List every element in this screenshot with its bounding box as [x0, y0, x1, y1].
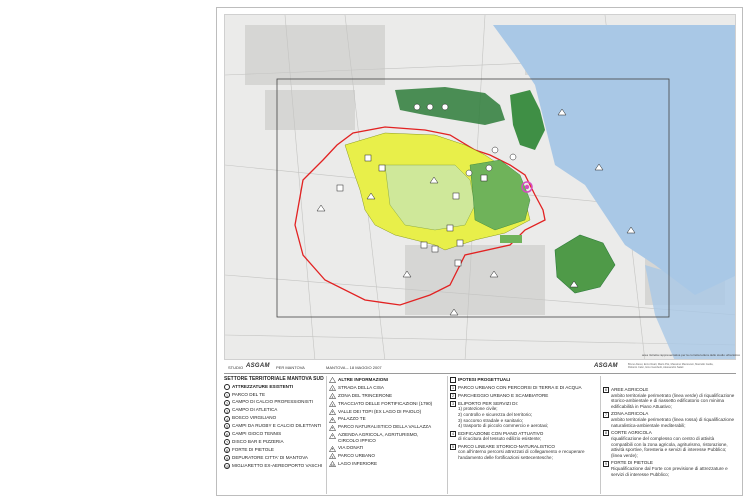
legend-item-text [458, 431, 543, 442]
legend-item [329, 409, 445, 415]
legend-item-label: AZIENDA AGRICOLA, AGRITURISMO, CIRCOLO IPPICO [338, 432, 419, 443]
numbered-square-icon: 1 [452, 386, 454, 391]
legend-item-label: PARCO NATURALISTICO DELLA VALLAZZA [338, 424, 432, 430]
square-icon [450, 377, 456, 383]
legend-item-label: VIA DONATI [338, 445, 364, 451]
legend-project-hypotheses [450, 377, 598, 462]
legend-item-label: TRACCIATO DELLE FORTIFICAZIONI (1790) [338, 400, 433, 406]
numbered-square-icon: 6 [605, 388, 607, 393]
numbered-square-icon: 9 [605, 461, 607, 466]
numbered-triangle-icon [329, 461, 336, 467]
legend-item-label: ZONA DEL TRINCERONE [338, 392, 393, 398]
legend-item [329, 401, 445, 407]
legend-item [603, 411, 738, 428]
studio-logo-2: ASGAM [594, 363, 618, 369]
numbered-square-icon: 3 [452, 401, 454, 406]
legend-item-text [611, 460, 728, 477]
date-label: MANTOVA – 18 MAGGIO 2007 [326, 365, 382, 370]
numbered-triangle-icon [329, 446, 336, 452]
legend-divider [326, 376, 327, 494]
legend-item-text [611, 411, 734, 428]
legend-item-text [338, 401, 432, 407]
legend-title: IPOTESI PROGETTUALI [458, 377, 511, 382]
legend-item [224, 392, 324, 398]
numbered-square-icon: 2 [452, 394, 454, 399]
legend-item-text [232, 399, 313, 405]
legend-item [224, 431, 324, 437]
legend-item-text [232, 439, 284, 445]
legend-item-text [232, 455, 308, 461]
numbered-circle-icon: 1 [226, 393, 228, 398]
map-svg[interactable] [225, 15, 736, 360]
numbered-square-icon: 5 [452, 445, 454, 450]
legend-item [329, 416, 445, 422]
legend-header-row [224, 384, 324, 390]
legend-item-label: DEPURATORE CITTA' DI MANTOVA [232, 454, 308, 460]
triangle-number: 7 [331, 434, 334, 439]
legend-item-text [232, 447, 274, 453]
legend-item-label: FORTE DI PIETOLE [611, 460, 653, 466]
legend-item-label: MIGLIARETTO EX-AEREOPORTO VASCHI [232, 462, 323, 468]
legend-item-text [458, 444, 585, 461]
legend-item [329, 453, 445, 459]
legend-header-row [329, 377, 445, 383]
legend-item [224, 447, 324, 453]
legend-item-label: DISCO BAR E PIZZERIA [232, 438, 284, 444]
title-strip [224, 362, 736, 374]
triangle-icon [329, 377, 336, 383]
numbered-triangle-icon [329, 401, 336, 407]
numbered-triangle-icon [329, 453, 336, 459]
studio-label: STUDIO [228, 365, 244, 370]
legend-item [603, 460, 738, 477]
numbered-circle-icon: 3 [226, 409, 228, 414]
legend-item-text [338, 461, 377, 467]
map-view[interactable] [224, 14, 736, 360]
legend-other-info [329, 377, 445, 469]
legend-divider [600, 376, 601, 494]
legend-item-label: PARCO URBANO CON PERCORSI DI TERRA E DI ACQUA [458, 384, 582, 390]
legend-item-text [338, 385, 384, 391]
legend-item-text [338, 393, 392, 399]
legend-item-description: ambito territoriale perimetrato (linea rossa) di riqualificazione naturalistica-ambientale mediterabili; [611, 417, 735, 428]
legend-item [329, 385, 445, 391]
numbered-triangle-icon [329, 385, 336, 391]
numbered-circle-icon: 2 [226, 401, 228, 406]
legend-item-label: FORTE DI PIETOLE [232, 446, 274, 452]
for-label: PER MANTOVA [276, 365, 305, 370]
legend-item-label: PARCO URBANO [338, 453, 375, 459]
legend-item [224, 455, 324, 461]
legend-title: SETTORE TERRITORIALE MANTOVA SUD [224, 376, 324, 382]
studio-logo: ASGAM [246, 363, 270, 369]
legend-item-label: PARCO LINEARE STORICO-NATURALISTICO [458, 443, 555, 449]
legend-item-description: di ricucitura del tessuto edilizio esistente; [458, 436, 542, 442]
numbered-square-icon: 8 [605, 431, 607, 436]
legend-item [224, 423, 324, 429]
legend-item-text [338, 445, 363, 451]
legend-item-text [232, 431, 281, 437]
legend-item-description: Riqualificazione dal Forte con previsione di attrezzature e servizi di interesse Pubblico; [611, 465, 728, 477]
legend-item-label: BOSCO VIRGILIANO [232, 415, 277, 421]
legend-item-label: ZONA AGRICOLA [611, 411, 649, 417]
legend-item-text [338, 416, 366, 422]
legend-item-text [232, 423, 321, 429]
legend-item [224, 463, 324, 469]
legend-project-hypotheses-continued [603, 387, 738, 479]
legend-item-text [232, 392, 265, 398]
legend-item-text [611, 387, 734, 410]
circle-icon [224, 384, 230, 390]
legend-item-description: riqualificazione del complesso con centro di attività compatibili con la zona agricola, agriturismo, ristorazione, attività sportive, foresteria e servizi di interesse Pubblico; (linea verde); [611, 435, 728, 458]
legend-item [329, 445, 445, 451]
legend-item-description: 1) protezione civile; 2) controllo e sicurezza del territorio; 3) soccorso stradale e sanitario; 4) trasporto di piccolo commercio e aerotaxi; [458, 406, 549, 429]
legend-item-text [611, 430, 728, 459]
legend-item [450, 385, 598, 391]
legend-item-text [338, 424, 431, 430]
legend-divider [447, 376, 448, 494]
triangle-number: 6 [331, 426, 334, 431]
legend-item-description: con all'interno percorsi attrezzati di collegamento e recuperare l'andamento delle fortificazioni settecentesche; [458, 449, 585, 461]
map-caption: area ristretta rappresentativa per la corretta lettura dello studio urbanistico [642, 353, 741, 357]
numbered-circle-icon: 7 [226, 441, 228, 446]
magenta-marker-dot [525, 185, 529, 189]
triangle-number: 4 [331, 410, 334, 415]
legend-item-text [338, 432, 418, 443]
legend-item-label: CAMPO DI CALCIO PROFESSIONISTI [232, 399, 313, 405]
triangle-number: 1 [331, 386, 334, 391]
legend-item-label: CORTE AGRICOLA [611, 430, 652, 436]
legend-item-text [458, 393, 548, 399]
triangle-number: 5 [331, 418, 334, 423]
triangle-number: 2 [331, 394, 334, 399]
legend-item-text [232, 407, 277, 413]
legend-item [329, 393, 445, 399]
triangle-number: 9 [331, 455, 334, 460]
legend-header-label: ATTREZZATURE ESISTENTI [232, 383, 294, 389]
legend-item [329, 424, 445, 430]
numbered-circle-icon: 5 [226, 425, 228, 430]
credits-text: Bruno Alessi, Enzo Reali, Mario Pisi, Massimo Mantovani, Marcello Guida, Roberto Calvi, Gino Gambetti, Alessandro Salati [628, 363, 714, 369]
legend-item-label: VALLE DEI TOPI (EX LAGO DI PAIOLO) [338, 408, 422, 414]
numbered-triangle-icon [329, 433, 336, 439]
legend-item [450, 393, 598, 399]
numbered-circle-icon: 9 [226, 457, 228, 462]
numbered-circle-icon: 10 [225, 464, 229, 469]
legend-item-text [458, 385, 582, 391]
legend-item-description: ambito territoriale perimetrato (linea verde) di riqualificazione storico-ambientale e di riassetto edificatorio con minima edificabilità in Piano Attuativo; [611, 392, 735, 410]
legend-item [450, 431, 598, 442]
numbered-circle-icon: 8 [226, 449, 228, 454]
legend-item-label: LAGO INFERIORE [338, 461, 378, 467]
legend-item [450, 401, 598, 430]
numbered-circle-icon: 4 [226, 417, 228, 422]
legend-item-label: EDIFICAZIONE CON PIANO ATTUATIVO [458, 430, 544, 436]
legend-item [329, 461, 445, 467]
legend-item [450, 444, 598, 461]
legend-item [224, 439, 324, 445]
triangle-number: 3 [331, 402, 334, 407]
legend-item-label: PARCO DEL TE [232, 391, 266, 397]
legend-item-text [232, 463, 322, 469]
numbered-triangle-icon [329, 409, 336, 415]
legend-item-label: PALAZZO TE [338, 416, 366, 422]
legend-item [329, 432, 445, 443]
legend-item-label: CAMPI DA RUGBY E CALCIO DILETTANTI [232, 423, 322, 429]
legend-item-label: AREE AGRICOLE [611, 387, 649, 392]
legend-item-text [338, 453, 375, 459]
legend-item [224, 399, 324, 405]
legend-title: ALTRE INFORMAZIONI [338, 377, 388, 382]
triangle-number: 8 [331, 447, 334, 452]
legend-item-label: CAMPI GIOCO TENNIS [232, 431, 282, 437]
legend-item-text [232, 415, 276, 421]
numbered-square-icon: 4 [452, 432, 454, 437]
legend-item-label: PARCHEGGIO URBANO E SCAMBIATORE [458, 392, 549, 398]
numbered-square-icon: 7 [605, 412, 607, 417]
legend-item-text [458, 401, 548, 430]
green-block [500, 235, 522, 243]
legend-existing-facilities [224, 377, 324, 471]
numbered-triangle-icon [329, 393, 336, 399]
legend-item [603, 387, 738, 410]
legend-item-label: ELIPORTO PER SERVIZI DI: [458, 400, 518, 406]
legend-item [224, 407, 324, 413]
legend-item [224, 415, 324, 421]
legend-header-row [450, 377, 598, 383]
numbered-triangle-icon [329, 417, 336, 423]
legend-item [603, 430, 738, 459]
legend-item-text [338, 409, 421, 415]
numbered-triangle-icon [329, 425, 336, 431]
legend-item-label: CAMPO DI ATLETICA [232, 407, 278, 413]
triangle-number: 10 [330, 462, 335, 467]
legend-item-label: STRADA DELLA CISA [338, 384, 384, 390]
numbered-circle-icon: 6 [226, 433, 228, 438]
